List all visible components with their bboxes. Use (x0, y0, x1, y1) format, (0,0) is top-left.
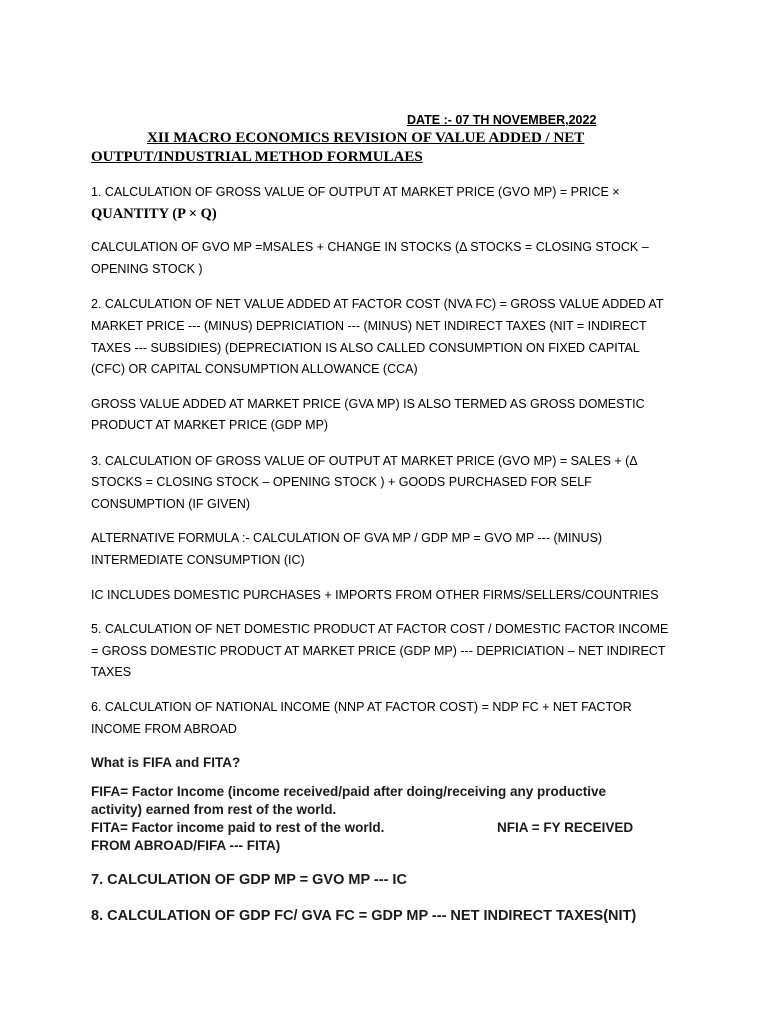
fita-definition: FITA= Factor income paid to rest of the world. (91, 820, 385, 835)
formula-gvo-line-1: CALCULATION OF GVO MP =MSALES + CHANGE IN STOCKS (Δ STOCKS = CLOSING STOCK – (91, 240, 649, 254)
formula-1-line-2: QUANTITY (P × Q) (91, 206, 217, 222)
formula-8: 8. CALCULATION OF GDP FC/ GVA FC = GDP MP --- NET INDIRECT TAXES(NIT) (91, 908, 637, 924)
fifa-definition-line-1: FIFA= Factor Income (income received/paid after doing/receiving any productive (91, 784, 607, 799)
formula-2-line-2: MARKET PRICE --- (MINUS) DEPRICIATION --- (MINUS) NET INDIRECT TAXES (NIT = INDIRECT (91, 319, 647, 333)
formula-2-line-1: 2. CALCULATION OF NET VALUE ADDED AT FACTOR COST (NVA FC) = GROSS VALUE ADDED AT (91, 297, 664, 311)
formula-3-line-2: STOCKS = CLOSING STOCK – OPENING STOCK ) + GOODS PURCHASED FOR SELF (91, 475, 592, 489)
formula-3-line-1: 3. CALCULATION OF GROSS VALUE OF OUTPUT AT MARKET PRICE (GVO MP) = SALES + (Δ (91, 454, 638, 468)
formula-1-line-1: 1. CALCULATION OF GROSS VALUE OF OUTPUT AT MARKET PRICE (GVO MP) = PRICE × (91, 185, 620, 199)
formula-5-line-2: = GROSS DOMESTIC PRODUCT AT MARKET PRICE (GDP MP) --- DEPRICIATION – NET INDIRECT (91, 644, 666, 658)
ic-note: IC INCLUDES DOMESTIC PURCHASES + IMPORTS FROM OTHER FIRMS/SELLERS/COUNTRIES (91, 588, 659, 602)
fifa-definition-line-2: activity) earned from rest of the world. (91, 802, 337, 817)
formula-6-line-1: 6. CALCULATION OF NATIONAL INCOME (NNP AT FACTOR COST) = NDP FC + NET FACTOR (91, 700, 632, 714)
formula-2-line-4: (CFC) OR CAPITAL CONSUMPTION ALLOWANCE (CCA) (91, 362, 418, 376)
formula-gvo-line-2: OPENING STOCK ) (91, 262, 203, 276)
formula-3-line-3: CONSUMPTION (IF GIVEN) (91, 497, 251, 511)
formula-6-line-2: INCOME FROM ABROAD (91, 722, 237, 736)
formula-5-line-3: TAXES (91, 665, 132, 679)
document-title-line-1: XII MACRO ECONOMICS REVISION OF VALUE ADDED / NET (147, 130, 585, 146)
formula-5-line-1: 5. CALCULATION OF NET DOMESTIC PRODUCT AT FACTOR COST / DOMESTIC FACTOR INCOME (91, 622, 669, 636)
nfia-definition-line-2: FROM ABROAD/FIFA --- FITA) (91, 838, 281, 853)
document-title-line-2: OUTPUT/INDUSTRIAL METHOD FORMULAES (91, 149, 423, 165)
nfia-definition-line-1: NFIA = FY RECEIVED (497, 820, 634, 835)
alternative-formula-line-2: INTERMEDIATE CONSUMPTION (IC) (91, 553, 305, 567)
gva-note-line-2: PRODUCT AT MARKET PRICE (GDP MP) (91, 418, 329, 432)
formula-2-line-3: TAXES --- SUBSIDIES) (DEPRECIATION IS ALSO CALLED CONSUMPTION ON FIXED CAPITAL (91, 341, 640, 355)
formula-7: 7. CALCULATION OF GDP MP = GVO MP --- IC (91, 872, 407, 888)
alternative-formula-line-1: ALTERNATIVE FORMULA :- CALCULATION OF GVA MP / GDP MP = GVO MP --- (MINUS) (91, 531, 603, 545)
gva-note-line-1: GROSS VALUE ADDED AT MARKET PRICE (GVA MP) IS ALSO TERMED AS GROSS DOMESTIC (91, 397, 645, 411)
document-date: DATE :- 07 TH NOVEMBER,2022 (407, 113, 597, 127)
fifa-fita-question: What is FIFA and FITA? (91, 755, 241, 770)
